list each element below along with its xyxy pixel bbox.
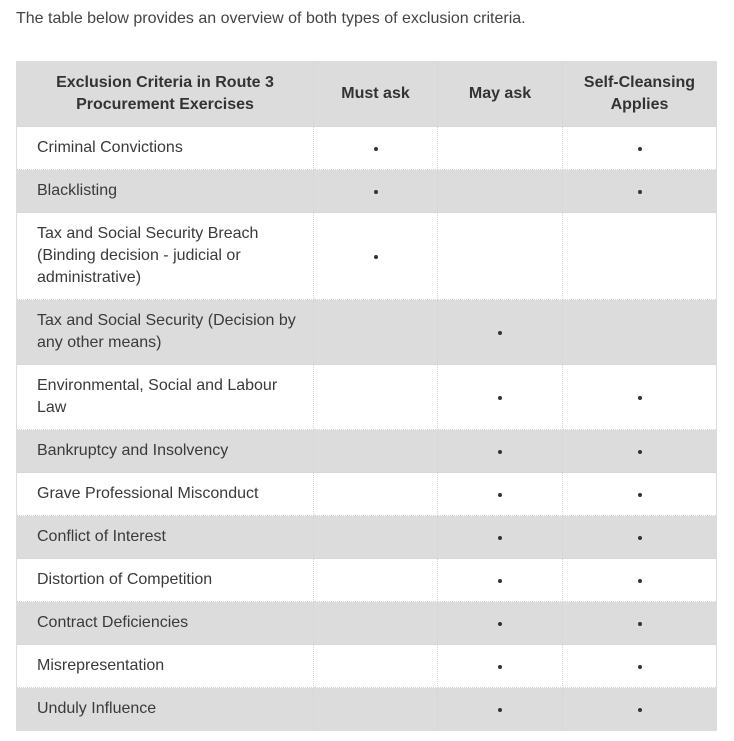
- must-ask-cell: [314, 473, 438, 516]
- bullet-mark: [498, 579, 502, 583]
- self-cleansing-cell: [563, 300, 717, 365]
- must-ask-cell: [314, 516, 438, 559]
- may-ask-cell: [438, 365, 563, 430]
- self-cleansing-cell: [563, 688, 717, 731]
- table-row: [17, 365, 717, 430]
- may-ask-cell: [438, 430, 563, 473]
- self-cleansing-cell: [563, 473, 717, 516]
- bullet-mark: [638, 493, 642, 497]
- bullet-mark: [498, 536, 502, 540]
- exclusion-criteria-table-wrapper: [16, 61, 716, 731]
- may-ask-cell: [438, 559, 563, 602]
- bullet-mark: [638, 190, 642, 194]
- may-ask-cell: [438, 688, 563, 731]
- criterion-cell: Bankruptcy and Insolvency: [17, 430, 314, 473]
- must-ask-cell: [314, 170, 438, 213]
- may-ask-cell: [438, 170, 563, 213]
- criterion-cell: Blacklisting: [17, 170, 314, 213]
- bullet-mark: [374, 190, 378, 194]
- self-cleansing-cell: [563, 365, 717, 430]
- table-row: [17, 300, 717, 365]
- criterion-cell: Criminal Convictions: [17, 127, 314, 170]
- header-self-cleansing: Self-Cleansing Applies: [563, 62, 717, 127]
- must-ask-cell: [314, 602, 438, 645]
- must-ask-cell: [314, 300, 438, 365]
- table-row: [17, 516, 717, 559]
- must-ask-cell: [314, 645, 438, 688]
- must-ask-cell: [314, 127, 438, 170]
- bullet-mark: [498, 450, 502, 454]
- may-ask-cell: [438, 300, 563, 365]
- bullet-mark: [498, 622, 502, 626]
- bullet-mark: [638, 147, 642, 151]
- table-row: [17, 688, 717, 731]
- must-ask-cell: [314, 688, 438, 731]
- exclusion-criteria-table: [16, 61, 717, 731]
- bullet-mark: [498, 708, 502, 712]
- bullet-mark: [498, 396, 502, 400]
- bullet-mark: [638, 622, 642, 626]
- may-ask-cell: [438, 213, 563, 300]
- table-header-row: [17, 62, 717, 127]
- bullet-mark: [498, 665, 502, 669]
- may-ask-cell: [438, 473, 563, 516]
- bullet-mark: [638, 396, 642, 400]
- criterion-cell: Tax and Social Security (Decision by any other means): [17, 300, 314, 365]
- bullet-mark: [638, 536, 642, 540]
- bullet-mark: [638, 665, 642, 669]
- bullet-mark: [638, 450, 642, 454]
- bullet-mark: [374, 255, 378, 259]
- criterion-cell: Unduly Influence: [17, 688, 314, 731]
- self-cleansing-cell: [563, 127, 717, 170]
- header-may-ask: May ask: [438, 62, 563, 127]
- table-row: [17, 170, 717, 213]
- must-ask-cell: [314, 213, 438, 300]
- bullet-mark: [498, 493, 502, 497]
- must-ask-cell: [314, 430, 438, 473]
- header-must-ask: Must ask: [314, 62, 438, 127]
- table-row: [17, 645, 717, 688]
- table-body: [17, 127, 717, 731]
- self-cleansing-cell: [563, 645, 717, 688]
- bullet-mark: [638, 708, 642, 712]
- table-row: [17, 127, 717, 170]
- criterion-cell: Distortion of Competition: [17, 559, 314, 602]
- bullet-mark: [498, 331, 502, 335]
- table-row: [17, 473, 717, 516]
- may-ask-cell: [438, 602, 563, 645]
- criterion-cell: Grave Professional Misconduct: [17, 473, 314, 516]
- criterion-cell: Contract Deficiencies: [17, 602, 314, 645]
- bullet-mark: [638, 579, 642, 583]
- self-cleansing-cell: [563, 516, 717, 559]
- self-cleansing-cell: [563, 170, 717, 213]
- must-ask-cell: [314, 365, 438, 430]
- table-row: [17, 213, 717, 300]
- table-row: [17, 559, 717, 602]
- may-ask-cell: [438, 645, 563, 688]
- criterion-cell: Conflict of Interest: [17, 516, 314, 559]
- intro-text: The table below provides an overview of both types of exclusion criteria.: [16, 10, 526, 27]
- self-cleansing-cell: [563, 602, 717, 645]
- bullet-mark: [374, 147, 378, 151]
- self-cleansing-cell: [563, 213, 717, 300]
- self-cleansing-cell: [563, 430, 717, 473]
- may-ask-cell: [438, 127, 563, 170]
- self-cleansing-cell: [563, 559, 717, 602]
- may-ask-cell: [438, 516, 563, 559]
- must-ask-cell: [314, 559, 438, 602]
- table-row: [17, 602, 717, 645]
- table-row: [17, 430, 717, 473]
- header-exclusion-criteria: Exclusion Criteria in Route 3 Procurement Exercises: [17, 62, 314, 127]
- criterion-cell: Misrepresentation: [17, 645, 314, 688]
- criterion-cell: Tax and Social Security Breach (Binding decision - judicial or administrative): [17, 213, 314, 300]
- criterion-cell: Environmental, Social and Labour Law: [17, 365, 314, 430]
